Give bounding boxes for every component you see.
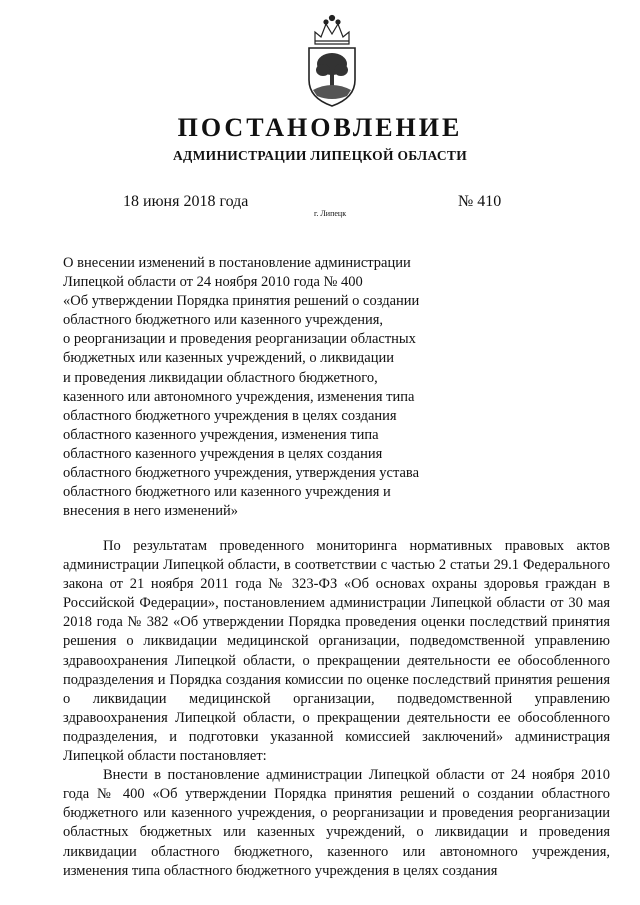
- document-number: № 410: [458, 193, 502, 210]
- oak-tree-icon: [316, 53, 348, 86]
- document-subject: [63, 254, 463, 521]
- subject-line: областного казенного учреждения, изменения типа: [63, 426, 379, 443]
- document-body: [63, 537, 610, 881]
- subject-line: «Об утверждении Порядка принятия решений о создании: [63, 293, 420, 310]
- body-paragraph: Внести в постановление администрации Липецкой области от 24 ноября 2010 года № 400 «Об утверждении Порядка принятия решений о создании областного бюджетного или казенного учреждения, о реорганизации и проведения реорганизации областных бюджетных или казенных учреждений, о ликвидации и проведения ликвидации областного бюджетного, казенного или автономного учреждения, изменения типа областного бюджетного учреждения в целях создания: [63, 767, 610, 879]
- subject-line: внесения в него изменений»: [63, 503, 239, 520]
- document-date: 18 июня 2018 года: [123, 193, 249, 210]
- coat-of-arms-icon: [301, 10, 363, 110]
- subject-line: областного бюджетного или казенного учреждения и: [63, 484, 391, 501]
- subject-line: Липецкой области от 24 ноября 2010 года № 400: [63, 274, 363, 291]
- subject-line: областного бюджетного учреждения в целях создания: [63, 407, 397, 424]
- subject-line: областного казенного учреждения в целях создания: [63, 445, 383, 462]
- crown-icon: [315, 16, 349, 45]
- subject-line: областного бюджетного учреждения, утверждения устава: [63, 465, 420, 482]
- subject-line: областного бюджетного или казенного учреждения,: [63, 312, 384, 329]
- issuing-authority: АДМИНИСТРАЦИИ ЛИПЕЦКОЙ ОБЛАСТИ: [172, 148, 468, 163]
- hill-icon: [313, 85, 351, 99]
- subject-line: о реорганизации и проведения реорганизации областных: [63, 331, 416, 348]
- document-city: г. Липецк: [314, 209, 347, 218]
- subject-line: и проведения ликвидации областного бюджетного,: [63, 369, 378, 386]
- body-paragraph: По результатам проведенного мониторинга нормативных правовых актов администрации Липецкой области, в соответствии с частью 2 статьи 29.1 Федерального закона от 21 ноября 2011 года № 323-ФЗ «Об основах охраны здоровья граждан в Российской Федерации», постановлением администрации Липецкой области от 30 мая 2018 года № 382 «Об утверждении Порядка проведения оценки последствий принятия решения о ликвидации медицинской организации, подведомственной управлению здравоохранения Липецкой области, о прекращении деятельности ее обособленного подразделения и Порядка создания комиссии по оценке последствий принятия решения о ликвидации медицинской организации, подведомственной управлению здравоохранения Липецкой области, о прекращении деятельности ее обособленного подразделения, и подготовки указанной комиссией заключений» администрация Липецкой области постановляет:: [63, 538, 610, 765]
- subject-line: бюджетных или казенных учреждений, о ликвидации: [63, 350, 394, 367]
- document-title: ПОСТАНОВЛЕНИЕ: [177, 113, 463, 142]
- subject-line: казенного или автономного учреждения, изменения типа: [63, 388, 415, 405]
- subject-line: О внесении изменений в постановление администрации: [63, 255, 411, 271]
